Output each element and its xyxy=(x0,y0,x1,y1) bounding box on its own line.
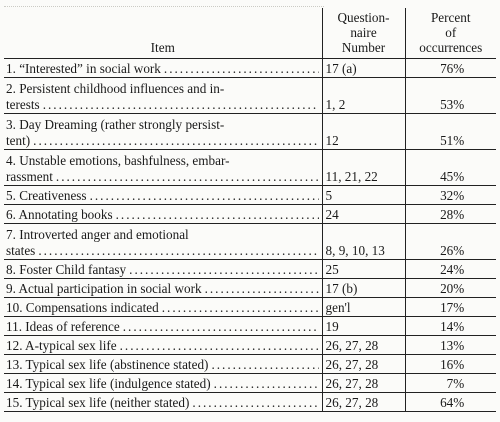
questionnaire-number-cell: 5 xyxy=(322,186,405,205)
item-cell xyxy=(4,114,322,150)
percent-cell xyxy=(405,298,496,317)
questionnaire-number-cell: 1, 2 xyxy=(322,78,405,114)
percent-cell xyxy=(405,260,496,279)
table-row xyxy=(4,224,496,260)
item-text: 7. Introverted anger and emotional xyxy=(6,227,189,242)
item-text: 15. Typical sex life (neither stated) xyxy=(6,395,190,410)
table-row xyxy=(4,317,496,336)
item-text: 8. Foster Child fantasy xyxy=(6,262,127,277)
item-text: 5. Creativeness xyxy=(6,188,87,203)
questionnaire-number-cell: gen'l xyxy=(322,298,405,317)
questionnaire-number-cell: 8, 9, 10, 13 xyxy=(322,224,405,260)
table-row xyxy=(4,260,496,279)
leader-dots xyxy=(56,169,319,185)
questionnaire-number-cell: 26, 27, 28 xyxy=(322,374,405,393)
questionnaire-number-cell: 26, 27, 28 xyxy=(322,355,405,374)
item-cell xyxy=(4,186,322,205)
percent-cell xyxy=(405,114,496,150)
table-row xyxy=(4,114,496,150)
percent-value: 76% xyxy=(440,61,465,76)
table-row xyxy=(4,374,496,393)
item-cell xyxy=(4,279,322,298)
percent-value: 26% xyxy=(440,243,465,258)
questionnaire-number-cell: 19 xyxy=(322,317,405,336)
table-row xyxy=(4,150,496,186)
table-row xyxy=(4,186,496,205)
percent-cell xyxy=(405,224,496,260)
item-cell xyxy=(4,317,322,336)
table-row xyxy=(4,59,496,78)
item-cell xyxy=(4,298,322,317)
percent-cell xyxy=(405,374,496,393)
leader-dots xyxy=(164,61,319,77)
percent-cell xyxy=(405,336,496,355)
percent-value: 13% xyxy=(440,338,465,353)
item-text: 11. Ideas of reference xyxy=(6,319,120,334)
percent-value: 16% xyxy=(440,357,465,372)
item-text: terests xyxy=(6,97,40,112)
percent-value: 51% xyxy=(440,133,465,148)
leader-dots xyxy=(129,262,318,278)
item-text: 13. Typical sex life (abstinence stated) xyxy=(6,357,209,372)
leader-dots xyxy=(43,97,319,113)
percent-value: 20% xyxy=(440,281,465,296)
questionnaire-number-cell: 12 xyxy=(322,114,405,150)
percent-cell xyxy=(405,186,496,205)
percent-cell xyxy=(405,317,496,336)
item-cell xyxy=(4,205,322,224)
table-row xyxy=(4,355,496,374)
leader-dots xyxy=(38,243,318,259)
questionnaire-number-cell: 17 (b) xyxy=(322,279,405,298)
questionnaire-number-cell: 25 xyxy=(322,260,405,279)
table-row xyxy=(4,298,496,317)
item-text: 14. Typical sex life (indulgence stated) xyxy=(6,376,211,391)
percent-value: 53% xyxy=(440,97,465,112)
questionnaire-number-cell: 11, 21, 22 xyxy=(322,150,405,186)
table-row xyxy=(4,205,496,224)
header-row xyxy=(4,8,496,59)
item-cell xyxy=(4,224,322,260)
leader-dots xyxy=(123,319,319,335)
percent-cell xyxy=(405,150,496,186)
leader-dots xyxy=(116,207,319,223)
percent-cell xyxy=(405,355,496,374)
percent-cell xyxy=(405,59,496,78)
item-text: 4. Unstable emotions, bashfulness, embar- xyxy=(6,153,230,168)
item-cell xyxy=(4,393,322,412)
item-text: 9. Actual participation in social work xyxy=(6,281,202,296)
item-text: 2. Persistent childhood influences and in- xyxy=(6,81,225,96)
percent-cell xyxy=(405,78,496,114)
percent-cell xyxy=(405,393,496,412)
item-text: 10. Compensations indicated xyxy=(6,300,159,315)
percent-column-header: Percent of occurrences xyxy=(405,8,496,59)
item-text: 1. “Interested” in social work xyxy=(6,61,161,76)
item-column-header: Item xyxy=(4,8,322,59)
questionnaire-number-cell: 24 xyxy=(322,205,405,224)
leader-dots xyxy=(90,188,319,204)
table-row xyxy=(4,279,496,298)
table-row xyxy=(4,393,496,412)
item-cell xyxy=(4,59,322,78)
table-row xyxy=(4,78,496,114)
cropped-text-remnant xyxy=(4,0,324,7)
questionnaire-number-cell: 17 (a) xyxy=(322,59,405,78)
item-text: tent) xyxy=(6,133,31,148)
percent-value: 14% xyxy=(440,319,465,334)
item-cell xyxy=(4,374,322,393)
questionnaire-number-cell: 26, 27, 28 xyxy=(322,393,405,412)
item-text: rassment xyxy=(6,169,53,184)
percent-cell xyxy=(405,279,496,298)
leader-dots xyxy=(205,281,319,297)
percent-value: 24% xyxy=(440,262,465,277)
leader-dots xyxy=(120,338,319,354)
item-cell xyxy=(4,260,322,279)
item-text: 12. A-typical sex life xyxy=(6,338,117,353)
number-column-header: Question- naire Number xyxy=(322,8,405,59)
item-cell xyxy=(4,355,322,374)
leader-dots xyxy=(33,133,318,149)
item-cell xyxy=(4,336,322,355)
item-text: states xyxy=(6,243,36,258)
leader-dots xyxy=(214,376,319,392)
percent-value: 7% xyxy=(446,376,465,391)
table-row xyxy=(4,336,496,355)
occurrence-table xyxy=(4,8,496,412)
percent-value: 28% xyxy=(440,207,465,222)
leader-dots xyxy=(162,300,319,316)
item-cell xyxy=(4,78,322,114)
percent-value: 17% xyxy=(440,300,465,315)
item-cell xyxy=(4,150,322,186)
leader-dots xyxy=(192,395,318,411)
percent-value: 32% xyxy=(440,188,465,203)
item-text: 3. Day Dreaming (rather strongly persist- xyxy=(6,117,225,132)
item-text: 6. Annotating books xyxy=(6,207,113,222)
percent-value: 64% xyxy=(440,395,465,410)
percent-cell xyxy=(405,205,496,224)
leader-dots xyxy=(211,357,318,373)
questionnaire-number-cell: 26, 27, 28 xyxy=(322,336,405,355)
percent-value: 45% xyxy=(440,169,465,184)
